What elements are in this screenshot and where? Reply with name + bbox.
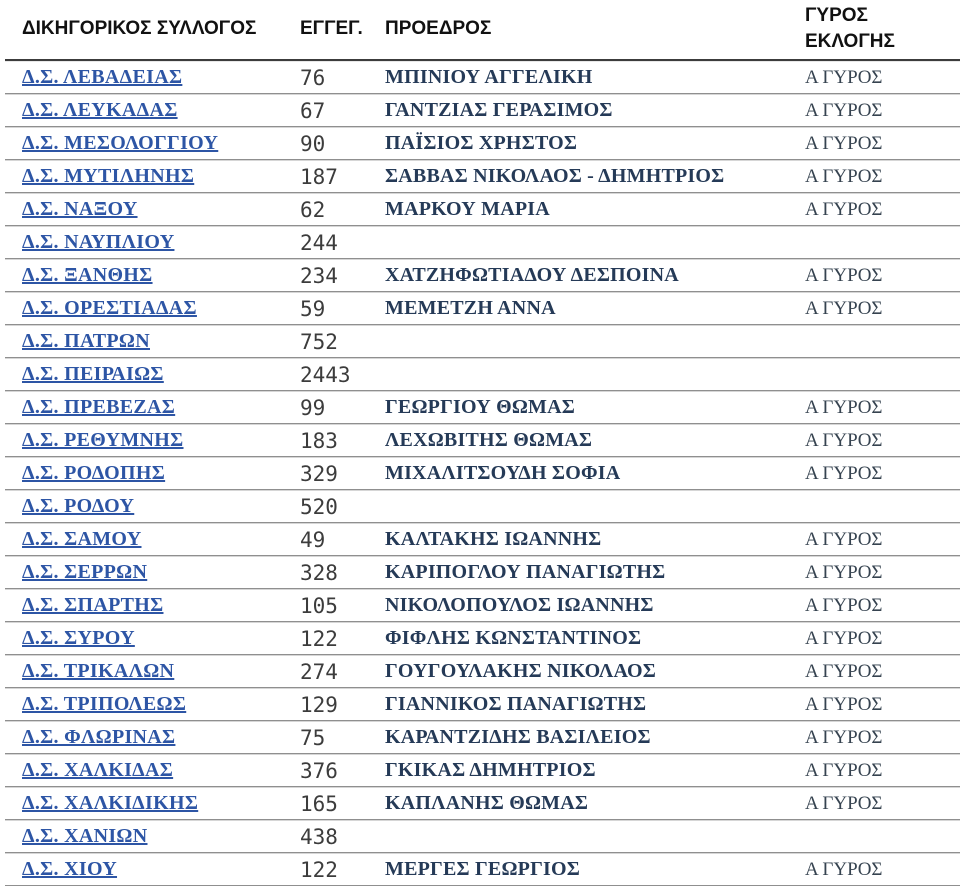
president-cell: ΜΕΡΓΕΣ ΓΕΩΡΓΙΟΣ [385,853,805,886]
table-row [5,754,960,787]
round-cell: Α ΓΥΡΟΣ [805,94,960,127]
registered-cell: 438 [300,820,385,853]
president-cell: ΓΚΙΚΑΣ ΔΗΜΗΤΡΙΟΣ [385,754,805,787]
round-cell [805,820,960,853]
registered-cell: 67 [300,94,385,127]
association-link[interactable]: Δ.Σ. ΦΛΩΡΙΝΑΣ [22,726,176,748]
association-link[interactable]: Δ.Σ. ΡΟΔΟΥ [22,495,135,517]
association-cell [5,655,300,688]
association-cell [5,622,300,655]
registered-cell: 183 [300,424,385,457]
association-link[interactable]: Δ.Σ. ΤΡΙΠΟΛΕΩΣ [22,693,187,715]
president-cell: ΚΑΠΛΑΝΗΣ ΘΩΜΑΣ [385,787,805,820]
table-header-row [5,0,960,61]
table-row [5,721,960,754]
round-cell: Α ΓΥΡΟΣ [805,391,960,424]
association-cell [5,292,300,325]
registered-cell: 234 [300,259,385,292]
president-cell: ΓΕΩΡΓΙΟΥ ΘΩΜΑΣ [385,391,805,424]
column-header-registered: ΕΓΓΕΓ. [300,0,385,61]
round-cell: Α ΓΥΡΟΣ [805,853,960,886]
column-header-round: ΓΥΡΟΣ ΕΚΛΟΓΗΣ [805,0,960,61]
round-cell: Α ΓΥΡΟΣ [805,292,960,325]
table-row [5,556,960,589]
registered-cell: 520 [300,490,385,523]
association-cell [5,688,300,721]
registered-cell: 62 [300,193,385,226]
round-cell: Α ΓΥΡΟΣ [805,523,960,556]
association-link[interactable]: Δ.Σ. ΣΠΑΡΤΗΣ [22,594,164,616]
table-row [5,490,960,523]
association-link[interactable]: Δ.Σ. ΧΙΟΥ [22,858,118,880]
association-cell [5,94,300,127]
president-cell: ΜΙΧΑΛΙΤΣΟΥΔΗ ΣΟΦΙΑ [385,457,805,490]
table-row [5,226,960,259]
registered-cell: 244 [300,226,385,259]
table-row [5,127,960,160]
president-cell: ΚΑΡΙΠΟΓΛΟΥ ΠΑΝΑΓΙΩΤΗΣ [385,556,805,589]
round-cell: Α ΓΥΡΟΣ [805,787,960,820]
president-cell: ΓΑΝΤΖΙΑΣ ΓΕΡΑΣΙΜΟΣ [385,94,805,127]
president-cell: ΛΕΧΩΒΙΤΗΣ ΘΩΜΑΣ [385,424,805,457]
association-link[interactable]: Δ.Σ. ΜΕΣΟΛΟΓΓΙΟΥ [22,132,219,154]
table-row [5,160,960,193]
round-cell: Α ΓΥΡΟΣ [805,556,960,589]
registered-cell: 2443 [300,358,385,391]
association-link[interactable]: Δ.Σ. ΧΑΛΚΙΔΙΚΗΣ [22,792,199,814]
registered-cell: 187 [300,160,385,193]
president-cell: ΜΑΡΚΟΥ ΜΑΡΙΑ [385,193,805,226]
registered-cell: 274 [300,655,385,688]
association-link[interactable]: Δ.Σ. ΤΡΙΚΑΛΩΝ [22,660,175,682]
association-link[interactable]: Δ.Σ. ΣΕΡΡΩΝ [22,561,148,583]
association-link[interactable]: Δ.Σ. ΝΑΥΠΛΙΟΥ [22,231,175,253]
association-link[interactable]: Δ.Σ. ΣΥΡΟΥ [22,627,135,649]
round-cell [805,226,960,259]
registered-cell: 76 [300,61,385,94]
association-link[interactable]: Δ.Σ. ΠΕΙΡΑΙΩΣ [22,363,164,385]
registered-cell: 59 [300,292,385,325]
registered-cell: 49 [300,523,385,556]
association-link[interactable]: Δ.Σ. ΠΑΤΡΩΝ [22,330,150,352]
association-cell [5,721,300,754]
round-cell: Α ΓΥΡΟΣ [805,589,960,622]
registered-cell: 90 [300,127,385,160]
registered-cell: 105 [300,589,385,622]
president-cell: ΓΟΥΓΟΥΛΑΚΗΣ ΝΙΚΟΛΑΟΣ [385,655,805,688]
column-header-association: ΔΙΚΗΓΟΡΙΚΟΣ ΣΥΛΛΟΓΟΣ [5,0,300,61]
table-row [5,292,960,325]
association-cell [5,61,300,94]
association-link[interactable]: Δ.Σ. ΣΑΜΟΥ [22,528,142,550]
association-cell [5,490,300,523]
association-link[interactable]: Δ.Σ. ΜΥΤΙΛΗΝΗΣ [22,165,195,187]
association-cell [5,556,300,589]
round-cell: Α ΓΥΡΟΣ [805,424,960,457]
election-results-table [5,0,960,886]
association-cell [5,820,300,853]
table-row [5,424,960,457]
table-row [5,391,960,424]
association-cell [5,226,300,259]
association-link[interactable]: Δ.Σ. ΟΡΕΣΤΙΑΔΑΣ [22,297,197,319]
round-cell: Α ΓΥΡΟΣ [805,457,960,490]
president-cell [385,820,805,853]
round-cell: Α ΓΥΡΟΣ [805,688,960,721]
association-cell [5,259,300,292]
association-link[interactable]: Δ.Σ. ΧΑΝΙΩΝ [22,825,148,847]
registered-cell: 99 [300,391,385,424]
association-cell [5,589,300,622]
column-header-president: ΠΡΟΕΔΡΟΣ [385,0,805,61]
association-cell [5,193,300,226]
registered-cell: 328 [300,556,385,589]
registered-cell: 376 [300,754,385,787]
round-cell: Α ΓΥΡΟΣ [805,655,960,688]
registered-cell: 129 [300,688,385,721]
president-cell: ΚΑΡΑΝΤΖΙΔΗΣ ΒΑΣΙΛΕΙΟΣ [385,721,805,754]
registered-cell: 329 [300,457,385,490]
president-cell: ΦΙΦΛΗΣ ΚΩΝΣΤΑΝΤΙΝΟΣ [385,622,805,655]
table-row [5,853,960,886]
president-cell: ΣΑΒΒΑΣ ΝΙΚΟΛΑΟΣ - ΔΗΜΗΤΡΙΟΣ [385,160,805,193]
association-cell [5,523,300,556]
table-row [5,325,960,358]
association-cell [5,424,300,457]
president-cell: ΜΠΙΝΙΟΥ ΑΓΓΕΛΙΚΗ [385,61,805,94]
association-link[interactable]: Δ.Σ. ΠΡΕΒΕΖΑΣ [22,396,176,418]
table-row [5,787,960,820]
round-cell: Α ΓΥΡΟΣ [805,259,960,292]
association-cell [5,391,300,424]
round-cell [805,325,960,358]
association-link[interactable]: Δ.Σ. ΝΑΞΟΥ [22,198,138,220]
president-cell: ΚΑΛΤΑΚΗΣ ΙΩΑΝΝΗΣ [385,523,805,556]
round-cell: Α ΓΥΡΟΣ [805,622,960,655]
table-row [5,523,960,556]
president-cell [385,226,805,259]
president-cell: ΧΑΤΖΗΦΩΤΙΑΔΟΥ ΔΕΣΠΟΙΝΑ [385,259,805,292]
round-cell: Α ΓΥΡΟΣ [805,193,960,226]
president-cell [385,325,805,358]
registered-cell: 752 [300,325,385,358]
association-cell [5,127,300,160]
round-cell [805,490,960,523]
association-cell [5,754,300,787]
table-row [5,457,960,490]
table-row [5,94,960,127]
table-row [5,688,960,721]
association-link[interactable]: Δ.Σ. ΛΕΥΚΑΔΑΣ [22,99,178,121]
association-link[interactable]: Δ.Σ. ΧΑΛΚΙΔΑΣ [22,759,174,781]
registered-cell: 75 [300,721,385,754]
table-row [5,820,960,853]
association-cell [5,787,300,820]
association-link[interactable]: Δ.Σ. ΛΕΒΑΔΕΙΑΣ [22,66,183,88]
president-cell [385,490,805,523]
round-cell: Α ΓΥΡΟΣ [805,721,960,754]
registered-cell: 165 [300,787,385,820]
association-link[interactable]: Δ.Σ. ΡΕΘΥΜΝΗΣ [22,429,184,451]
registered-cell: 122 [300,622,385,655]
association-cell [5,853,300,886]
association-cell [5,160,300,193]
association-cell [5,457,300,490]
table-row [5,193,960,226]
president-cell: ΝΙΚΟΛΟΠΟΥΛΟΣ ΙΩΑΝΝΗΣ [385,589,805,622]
table-row [5,589,960,622]
table-row [5,358,960,391]
table-row [5,655,960,688]
table-row [5,259,960,292]
table-row [5,622,960,655]
association-cell [5,358,300,391]
round-cell: Α ΓΥΡΟΣ [805,127,960,160]
association-link[interactable]: Δ.Σ. ΞΑΝΘΗΣ [22,264,153,286]
president-cell: ΓΙΑΝΝΙΚΟΣ ΠΑΝΑΓΙΩΤΗΣ [385,688,805,721]
registered-cell: 122 [300,853,385,886]
round-cell: Α ΓΥΡΟΣ [805,61,960,94]
association-link[interactable]: Δ.Σ. ΡΟΔΟΠΗΣ [22,462,166,484]
president-cell: ΠΑΪΣΙΟΣ ΧΡΗΣΤΟΣ [385,127,805,160]
round-cell [805,358,960,391]
president-cell [385,358,805,391]
association-cell [5,325,300,358]
president-cell: ΜΕΜΕΤΖΗ ΑΝΝΑ [385,292,805,325]
round-cell: Α ΓΥΡΟΣ [805,754,960,787]
table-row [5,61,960,94]
round-cell: Α ΓΥΡΟΣ [805,160,960,193]
